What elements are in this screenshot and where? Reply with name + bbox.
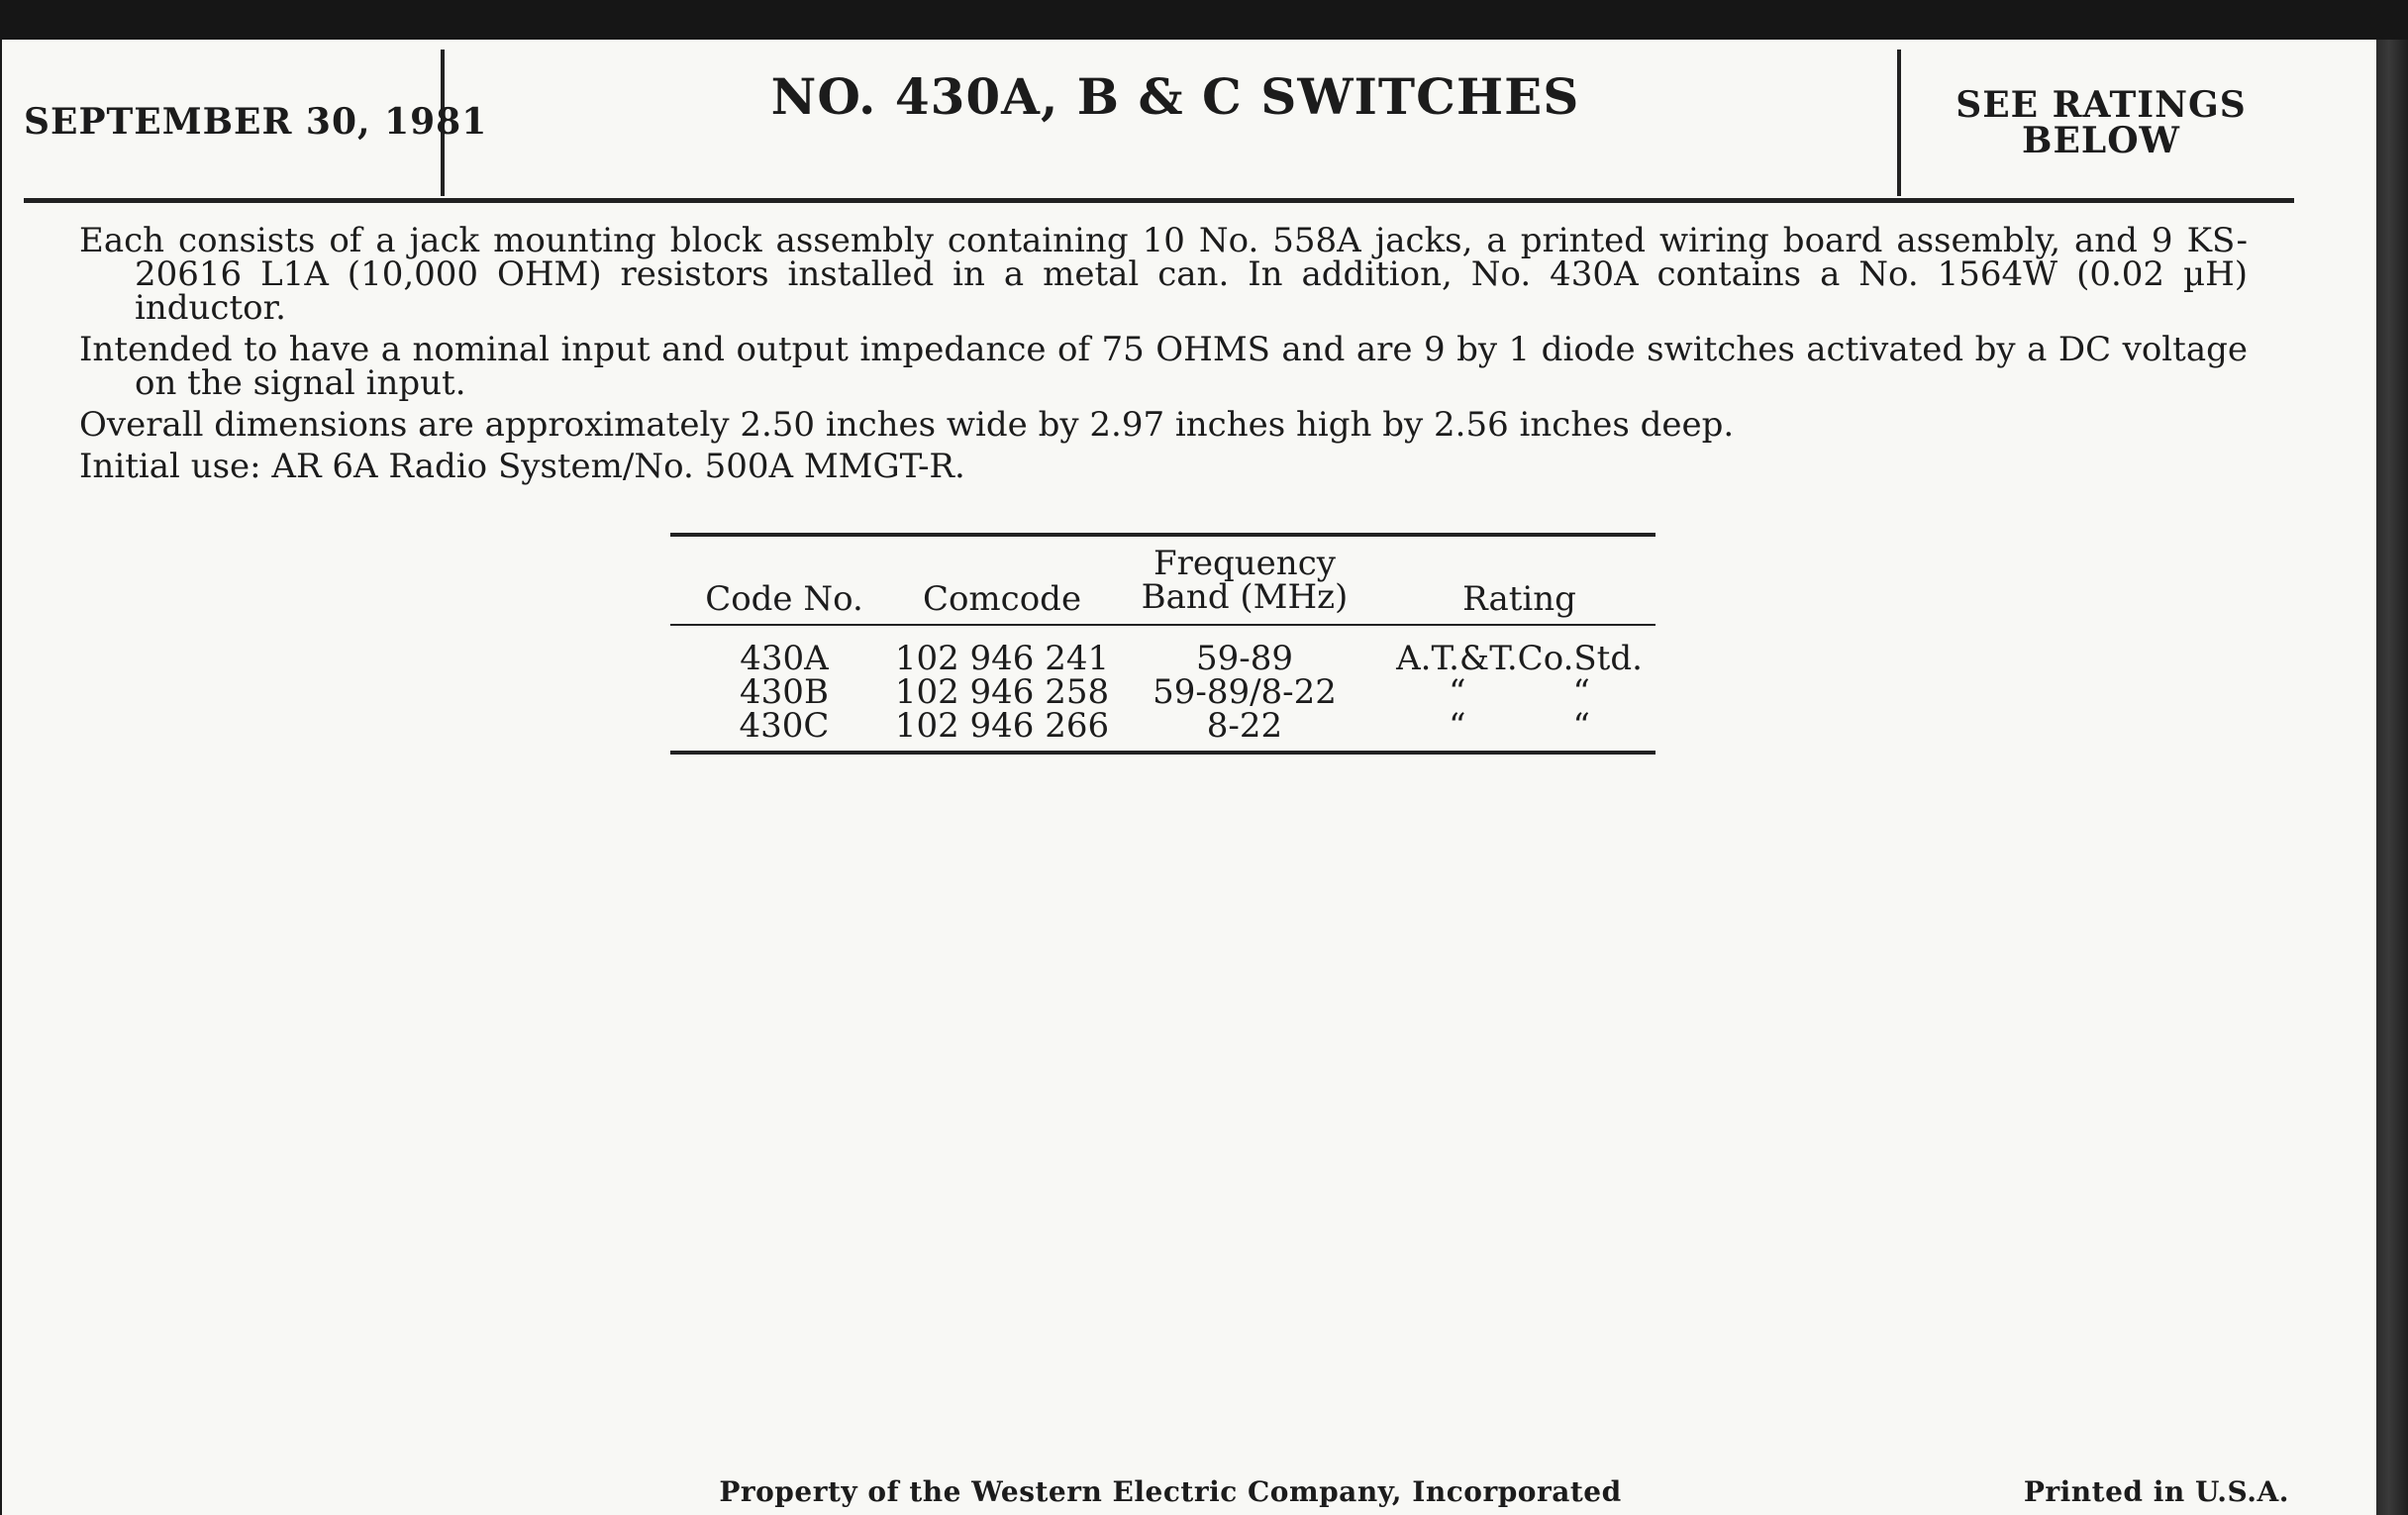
dimensions-paragraph: Overall dimensions are approximately 2.50 inches wide by 2.97 inches high by 2.56 inches deep. [79, 405, 1735, 445]
scan-top-border [0, 0, 2408, 40]
cell-rating: “ “ [1449, 706, 1590, 746]
header-rule [24, 198, 2294, 203]
printed-notice: Printed in U.S.A. [2023, 1475, 2289, 1508]
header-frequency-line1: Frequency [1154, 544, 1336, 583]
cell-code: 430C [739, 706, 830, 746]
header-comcode: Comcode [922, 579, 1082, 619]
table-top-rule [670, 533, 1656, 537]
cell-comcode: 102 946 258 [894, 672, 1110, 712]
header-code: Code No. [705, 579, 863, 619]
issue-date: SEPTEMBER 30, 1981 [24, 101, 488, 143]
document-card [2, 40, 2376, 1515]
scan-right-border [2376, 40, 2408, 1515]
header-rating: Rating [1462, 579, 1576, 619]
cell-code: 430A [740, 639, 829, 678]
cell-comcode: 102 946 266 [894, 706, 1110, 746]
cell-band: 59-89/8-22 [1153, 672, 1337, 712]
cell-code: 430B [740, 672, 829, 712]
cell-comcode: 102 946 241 [894, 639, 1110, 678]
ratings-note-line1: SEE RATINGS [1956, 84, 2247, 126]
ratings-note-line2: BELOW [2022, 120, 2180, 161]
cell-band: 8-22 [1206, 706, 1283, 746]
property-notice: Property of the Western Electric Company, Incorporated [719, 1475, 1622, 1508]
description-paragraph-2: Intended to have a nominal input and output impedance of 75 OHMS and are 9 by 1 diode switches activated by a DC voltage on the signal input. [79, 330, 2248, 403]
cell-rating: “ “ [1449, 672, 1590, 712]
description-paragraph-1: Each consists of a jack mounting block assembly containing 10 No. 558A jacks, a printed wiring board assembly, and 9 KS-20616 L1A (10,000 OHM) resistors installed in a metal can. In addition, No. 430A contains a No. 1564W (0.02 µH) inductor. [79, 221, 2248, 328]
header-frequency-line2: Band (MHz) [1141, 577, 1349, 617]
cell-band: 59-89 [1195, 639, 1293, 678]
cell-rating: A.T.&T.Co.Std. [1396, 639, 1643, 678]
initial-use-paragraph: Initial use: AR 6A Radio System/No. 500A MMGT-R. [79, 447, 965, 486]
ratings-note [1908, 84, 2294, 161]
page-title: NO. 430A, B & C SWITCHES [770, 67, 1580, 126]
table-header-rule [670, 624, 1656, 626]
table-bottom-rule [670, 751, 1656, 755]
